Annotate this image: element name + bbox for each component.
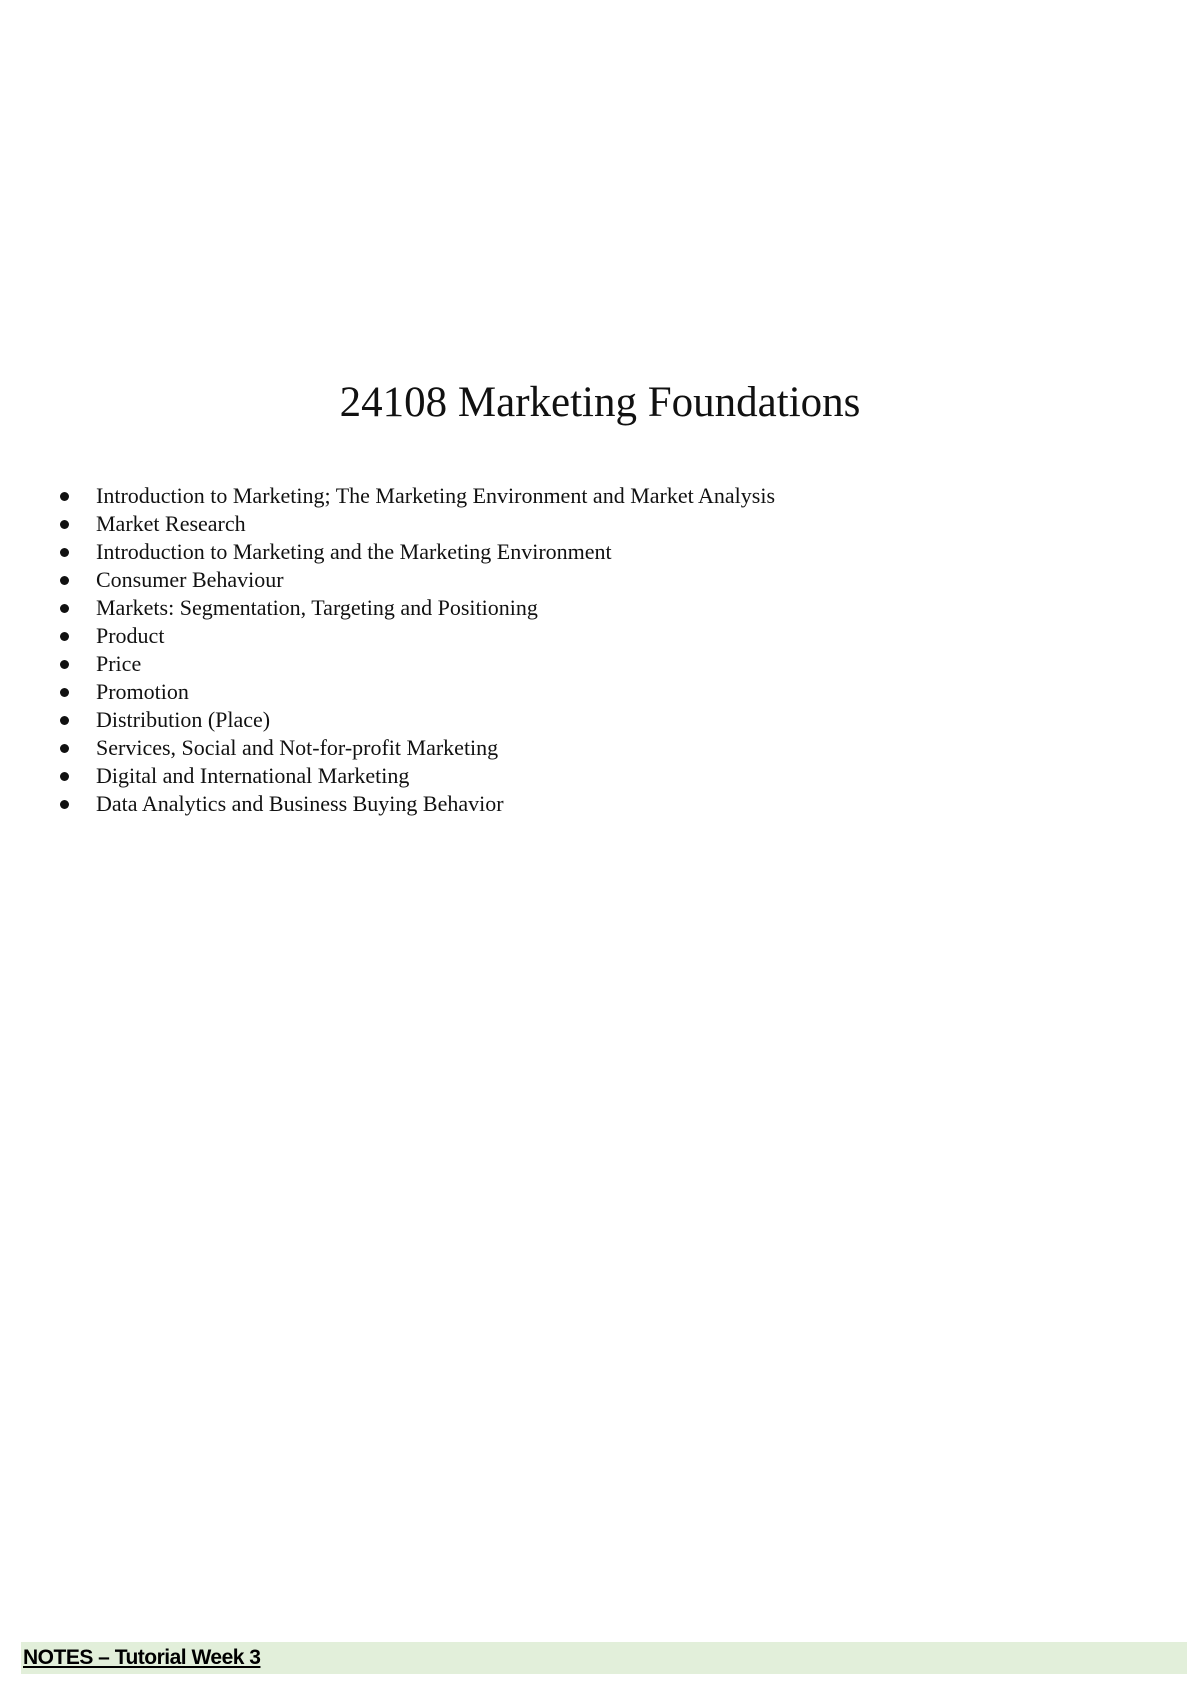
bullet-icon <box>60 800 69 809</box>
footer-notes-label: NOTES – Tutorial Week 3 <box>23 1646 261 1669</box>
bullet-icon <box>60 688 69 697</box>
topic-label: Introduction to Marketing and the Marketing Environment <box>96 539 612 564</box>
bullet-icon <box>60 660 69 669</box>
bullet-icon <box>60 604 69 613</box>
bullet-icon <box>60 576 69 585</box>
bullet-icon <box>60 632 69 641</box>
list-item <box>0 510 1100 538</box>
bullet-icon <box>60 744 69 753</box>
topic-label: Digital and International Marketing <box>96 763 410 788</box>
document-title: 24108 Marketing Foundations <box>339 379 861 426</box>
footer-notes-band <box>21 1642 1187 1674</box>
bullet-icon <box>60 548 69 557</box>
list-item <box>0 734 1100 762</box>
topic-label: Consumer Behaviour <box>96 567 284 592</box>
list-item <box>0 594 1100 622</box>
topic-label: Promotion <box>96 679 189 704</box>
bullet-icon <box>60 716 69 725</box>
topic-label: Services, Social and Not-for-profit Marketing <box>96 735 499 760</box>
list-item <box>0 622 1100 650</box>
topic-label: Market Research <box>96 511 246 536</box>
list-item <box>0 790 1100 818</box>
bullet-icon <box>60 520 69 529</box>
list-item <box>0 482 1100 510</box>
bullet-icon <box>60 492 69 501</box>
list-item <box>0 762 1100 790</box>
topic-list <box>0 482 1100 818</box>
bullet-icon <box>60 772 69 781</box>
topic-label: Price <box>96 651 142 676</box>
list-item <box>0 678 1100 706</box>
topic-label: Distribution (Place) <box>96 707 271 732</box>
list-item <box>0 650 1100 678</box>
topic-label: Data Analytics and Business Buying Behavior <box>96 791 504 816</box>
list-item <box>0 706 1100 734</box>
topic-label: Introduction to Marketing; The Marketing Environment and Market Analysis <box>96 483 776 508</box>
topic-label: Product <box>96 623 165 648</box>
list-item <box>0 538 1100 566</box>
topic-label: Markets: Segmentation, Targeting and Positioning <box>96 595 538 620</box>
list-item <box>0 566 1100 594</box>
